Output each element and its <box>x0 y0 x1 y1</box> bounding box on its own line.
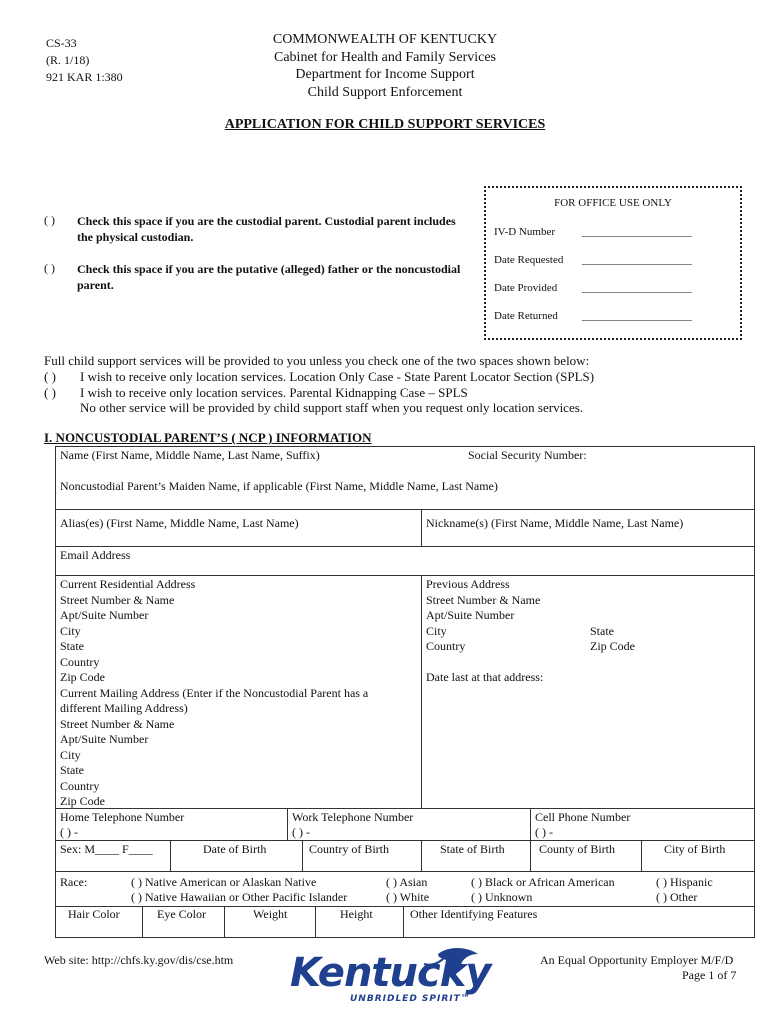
section-title: I. NONCUSTODIAL PARENT’S ( NCP ) INFORMATION <box>44 430 372 445</box>
noncustodial-checkbox[interactable]: ( ) <box>44 261 55 275</box>
name-label: Name (First Name, Middle Name, Last Name, Suffix) <box>60 448 320 462</box>
work-phone-format: ( ) - <box>292 825 310 839</box>
country-birth-cell[interactable] <box>302 840 422 872</box>
spls-location-checkbox[interactable]: ( ) <box>44 369 56 384</box>
services-intro: Full child support services will be provided to you unless you check one of the two spaces shown below: <box>44 353 590 368</box>
home-phone-cell[interactable] <box>55 808 288 841</box>
employer-text: An Equal Opportunity Employer M/F/D <box>540 953 734 967</box>
mailing-address-line: Current Mailing Address (Enter if the Noncustodial Parent has a <box>60 685 369 700</box>
home-phone-format: ( ) - <box>60 825 78 839</box>
cell-phone-label: Cell Phone Number <box>535 810 631 824</box>
race-cell <box>55 871 755 907</box>
date-provided-field[interactable]: ____________________ <box>582 282 692 294</box>
hair-color-label: Hair Color <box>68 907 120 921</box>
agency-header <box>200 31 570 101</box>
sex-label: Sex: M____ F____ <box>60 842 153 856</box>
race-label: Race: <box>60 875 88 889</box>
mailing-address-line: different Mailing Address) <box>60 701 188 715</box>
race-option-white[interactable]: ( ) White <box>386 890 430 904</box>
current-address-line: Zip Code <box>60 670 105 684</box>
ssn-label: Social Security Number: <box>468 448 587 462</box>
cell-phone-cell[interactable] <box>530 808 755 841</box>
noncustodial-check-text: Check this space if you are the putative (alleged) father or the noncustodial parent. <box>77 262 461 292</box>
work-phone-label: Work Telephone Number <box>292 810 414 824</box>
form-revision: (R. 1/18) <box>46 53 90 67</box>
previous-zip-label: Zip Code <box>590 639 635 653</box>
previous-address-line: Street Number & Name <box>426 592 541 607</box>
date-requested-label: Date Requested <box>494 254 564 266</box>
nickname-label: Nickname(s) (First Name, Middle Name, Last Name) <box>426 516 684 530</box>
race-option-hispanic[interactable]: ( ) Hispanic <box>656 875 713 889</box>
form-regulation: 921 KAR 1:380 <box>46 70 123 84</box>
current-address-line: Current Residential Address <box>60 577 196 591</box>
state-birth-label: State of Birth <box>440 842 505 856</box>
maiden-name-label: Noncustodial Parent’s Maiden Name, if applicable (First Name, Middle Name, Last Name) <box>60 479 498 493</box>
eye-color-label: Eye Color <box>157 907 206 921</box>
county-birth-label: County of Birth <box>539 842 616 856</box>
current-address-line: City <box>60 623 81 638</box>
sex-cell[interactable] <box>55 840 171 872</box>
cell-phone-format: ( ) - <box>535 825 553 839</box>
dob-label: Date of Birth <box>203 842 267 856</box>
height-cell[interactable] <box>315 906 404 938</box>
eye-color-cell[interactable] <box>142 906 225 938</box>
email-label: Email Address <box>60 548 131 562</box>
spls-location-text: I wish to receive only location services. Location Only Case - State Parent Locator Section (SPLS) <box>80 369 595 384</box>
page-title: APPLICATION FOR CHILD SUPPORT SERVICES <box>224 117 546 132</box>
previous-address-cell[interactable] <box>421 575 755 809</box>
parental-kidnapping-text: I wish to receive only location services. Parental Kidnapping Case – SPLS <box>80 385 468 400</box>
office-use-box <box>484 186 742 340</box>
mailing-address-line: City <box>60 747 81 762</box>
mailing-address-line: Street Number & Name <box>60 716 175 731</box>
previous-address-line: City <box>426 623 447 638</box>
mailing-address-line: Zip Code <box>60 794 105 808</box>
county-birth-cell[interactable] <box>530 840 642 872</box>
services-note: No other service will be provided by child support staff when you request only location services. <box>80 400 584 415</box>
iv-d-number-field[interactable]: ____________________ <box>582 226 692 238</box>
mailing-address-line: Apt/Suite Number <box>60 732 149 746</box>
previous-address-line: Previous Address <box>426 577 510 591</box>
race-option-black[interactable]: ( ) Black or African American <box>471 875 615 889</box>
mailing-address-line: Country <box>60 778 100 793</box>
dob-cell[interactable] <box>170 840 303 872</box>
state-birth-cell[interactable] <box>421 840 531 872</box>
iv-d-number-label: IV-D Number <box>494 226 555 238</box>
current-address-line: Apt/Suite Number <box>60 608 149 622</box>
website-text: Web site: http://chfs.ky.gov/dis/cse.htm <box>44 953 234 967</box>
date-provided-label: Date Provided <box>494 282 558 294</box>
hair-color-cell[interactable] <box>55 906 143 938</box>
alias-cell[interactable] <box>55 509 422 547</box>
work-phone-cell[interactable] <box>287 808 531 841</box>
height-label: Height <box>340 907 373 921</box>
date-last-label: Date last at that address: <box>426 670 544 684</box>
logo-tagline: UNBRIDLED SPIRIT™ <box>350 994 471 1004</box>
date-returned-field[interactable]: ____________________ <box>582 310 692 322</box>
previous-state-label: State <box>590 623 614 638</box>
previous-address-line: Country <box>426 639 466 653</box>
kentucky-logo <box>288 944 491 1008</box>
email-cell[interactable] <box>55 546 755 576</box>
features-cell[interactable] <box>403 906 755 938</box>
race-option-unknown[interactable]: ( ) Unknown <box>471 890 533 904</box>
agency-line: COMMONWEALTH OF KENTUCKY <box>272 32 498 47</box>
parental-kidnapping-checkbox[interactable]: ( ) <box>44 385 56 400</box>
agency-line: Department for Income Support <box>295 67 475 82</box>
current-address-cell[interactable] <box>55 575 422 809</box>
nickname-cell[interactable] <box>421 509 755 547</box>
previous-address-line: Apt/Suite Number <box>426 608 515 622</box>
logo-word: Kentucky <box>290 950 491 996</box>
current-address-line: Country <box>60 654 100 669</box>
office-use-title: FOR OFFICE USE ONLY <box>554 197 672 209</box>
form-id: CS-33 <box>46 36 77 50</box>
date-returned-label: Date Returned <box>494 310 558 322</box>
current-address-line: Street Number & Name <box>60 592 175 607</box>
features-label: Other Identifying Features <box>410 907 538 921</box>
city-birth-label: City of Birth <box>664 842 726 856</box>
home-phone-label: Home Telephone Number <box>60 810 185 824</box>
page-number: Page 1 of 7 <box>682 968 737 982</box>
weight-label: Weight <box>253 907 288 921</box>
current-address-line: State <box>60 639 84 653</box>
alias-label: Alias(es) (First Name, Middle Name, Last Name) <box>60 516 299 530</box>
custodial-check-text: Check this space if you are the custodial parent. Custodial parent includes the physical custodian. <box>77 214 456 244</box>
weight-cell[interactable] <box>224 906 316 938</box>
race-option-other[interactable]: ( ) Other <box>656 890 698 904</box>
date-requested-field[interactable]: ____________________ <box>582 254 692 266</box>
mailing-address-line: State <box>60 763 84 777</box>
race-option-native-american[interactable]: ( ) Native American or Alaskan Native <box>131 875 317 889</box>
race-option-pacific-islander[interactable]: ( ) Native Hawaiian or Other Pacific Islander <box>131 890 348 904</box>
name-cell[interactable] <box>55 446 755 510</box>
agency-line: Cabinet for Health and Family Services <box>274 49 496 65</box>
race-option-asian[interactable]: ( ) Asian <box>386 875 428 889</box>
custodial-checkbox[interactable]: ( ) <box>44 213 55 227</box>
city-birth-cell[interactable] <box>641 840 755 872</box>
agency-line: Child Support Enforcement <box>307 84 463 100</box>
country-birth-label: Country of Birth <box>309 842 389 856</box>
